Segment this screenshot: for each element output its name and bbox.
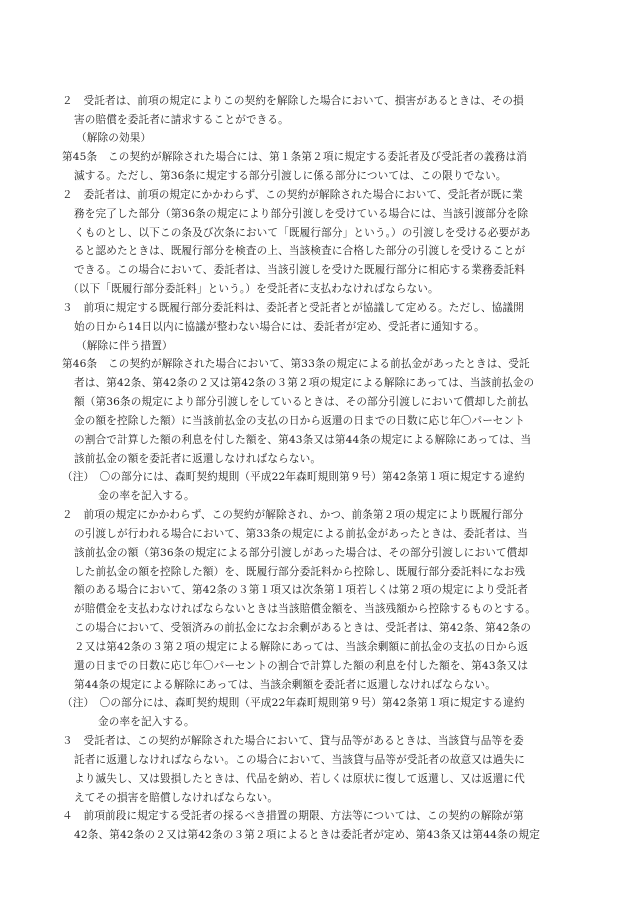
text-line: が賠償金を支払わなければならないときは当該賠償金額を、当該残額から控除するものとする。	[74, 603, 536, 615]
text-line: 第44条の規定による解除にあっては、当該余剰額を委託者に返還しなければならない。	[74, 679, 496, 691]
text-line: 託者に返還しなければならない。この場合において、当該貸与品等が受託者の故意又は過失に	[74, 754, 526, 766]
note-line: （注） 〇の部分には、森町契約規則（平成22年森町規則第９号）第42条第１項に規定する違約	[62, 471, 525, 483]
text-line: 第45条 この契約が解除された場合には、第１条第２項に規定する委託者及び受託者の義務は消	[62, 151, 528, 163]
text-line: できる。この場合において、委託者は、当該引渡しを受けた既履行部分に相応する業務委託料	[74, 264, 526, 276]
text-line: （以下「既履行部分委託料」という。）を受託者に支払わなければならない。	[68, 283, 439, 295]
text-line: 42条、第42条の２又は第42条の３第２項によるときは委託者が定め、第43条又は第44条の規定	[74, 829, 540, 841]
text-line: ３ 受託者は、この契約が解除された場合において、貸与品等があるときは、当該貸与品等を委	[62, 735, 524, 747]
text-line: ると認めたときは、既履行部分を検査の上、当該検査に合格した部分の引渡しを受けることが	[74, 245, 526, 257]
text-line: 額（第36条の規定により部分引渡しをしているときは、その部分引渡しにおいて償却した前払	[74, 396, 529, 408]
text-line: 者は、第42条、第42条の２又は第42条の３第２項の規定による解除にあっては、当該前払金の	[74, 377, 535, 389]
note-line: （注） 〇の部分には、森町契約規則（平成22年森町規則第９号）第42条第１項に規定する違約	[62, 697, 525, 709]
text-line: えてその損害を賠償しなければならない。	[74, 792, 279, 804]
text-line: より滅失し、又は毀損したときは、代品を納め、若しくは原状に復して返還し、又は返還に代	[74, 773, 525, 785]
text-line: 額のある場合において、第42条の３第１項又は次条第１項若しくは第２項の規定により受託者	[74, 584, 529, 596]
text-line: の引渡しが行われる場合において、第33条の規定による前払金があったときは、委託者は、当	[74, 528, 528, 540]
note-line: 金の率を記入する。	[98, 490, 195, 502]
text-line: ３ 前項に規定する既履行部分委託料は、委託者と受託者とが協議して定める。ただし、協議開	[62, 302, 524, 314]
text-line: ２ 受託者は、前項の規定によりこの契約を解除した場合において、損害があるときは、その損	[62, 95, 524, 107]
text-line: ２ 前項の規定にかかわらず、この契約が解除され、かつ、前条第２項の規定により既履行部分	[62, 509, 524, 521]
note-line: 金の率を記入する。	[98, 716, 195, 728]
text-line: 金の額を控除した額）に当該前払金の支払の日から返還の日までの日数に応じ年〇パーセント	[74, 415, 526, 427]
text-line: 務を完了した部分（第36条の規定により部分引渡しを受けている場合には、当該引渡部分を除	[74, 208, 529, 220]
text-line: 第46条 この契約が解除された場合において、第33条の規定による前払金があったときは、受託	[62, 358, 530, 370]
section-heading: （解除に伴う措置）	[76, 340, 173, 352]
text-line: した前払金の額を控除した額）を、既履行部分委託料から控除し、既履行部分委託料になお残	[74, 566, 526, 578]
section-heading: （解除の効果）	[76, 132, 152, 144]
text-line: ４ 前項前段に規定する受託者の採るべき措置の期限、方法等については、この契約の解除が第	[62, 810, 524, 822]
text-line: ２又は第42条の３第２項の規定による解除にあっては、当該余剰額に前払金の支払の日から返	[74, 641, 529, 653]
text-line: この場合において、受領済みの前払金になお余剰があるときは、受託者は、第42条、第42条の	[74, 622, 532, 634]
text-line: ２ 委託者は、前項の規定にかかわらず、この契約が解除された場合において、受託者が既に業	[62, 189, 523, 201]
text-line: 還の日までの日数に応じ年〇パーセントの割合で計算した額の利息を付した額を、第43条又は	[74, 660, 529, 672]
text-line: 該前払金の額（第36条の規定による部分引渡しがあった場合は、その部分引渡しにおいて償却	[74, 547, 529, 559]
text-line: 該前払金の額を委託者に返還しなければならない。	[74, 453, 322, 465]
text-line: 始の日から14日以内に協議が整わない場合には、委託者が定め、受託者に通知する。	[74, 321, 485, 333]
text-line: 害の賠償を委託者に請求することができる。	[74, 114, 289, 126]
text-line: くものとし、以下この条及び次条において「既履行部分」という。）の引渡しを受ける必要があ	[74, 227, 531, 239]
text-line: の割合で計算した額の利息を付した額を、第43条又は第44条の規定による解除にあっては、当	[74, 434, 532, 446]
text-line: 滅する。ただし、第36条に規定する部分引渡しに係る部分については、この限りでない。	[74, 170, 507, 182]
